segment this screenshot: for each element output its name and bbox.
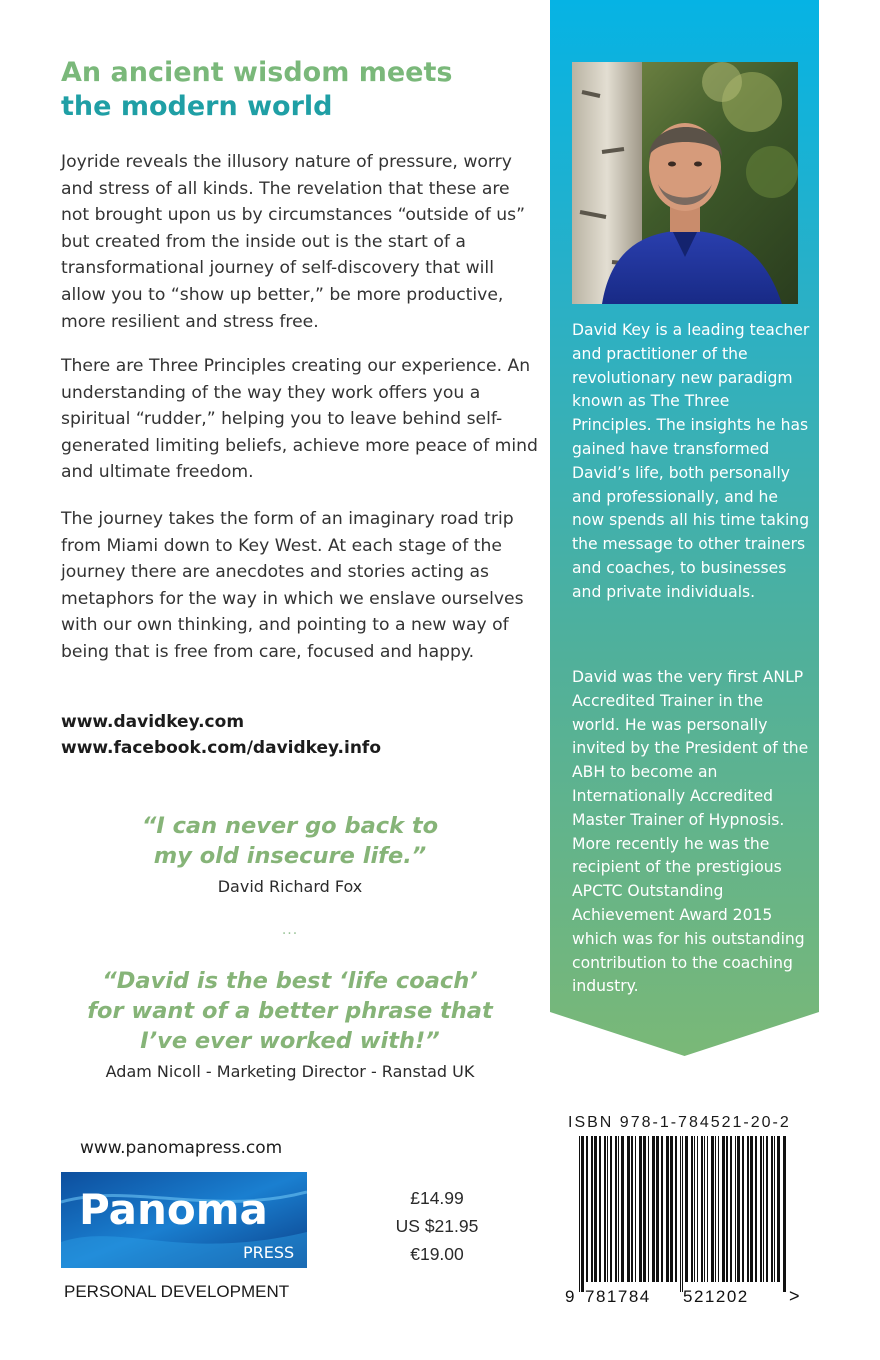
barcode-digits-left: 781784 xyxy=(585,1287,651,1306)
testimonial-quote xyxy=(40,966,540,1056)
quote-line: my old insecure life.” xyxy=(153,843,427,869)
barcode-bar xyxy=(621,1136,624,1282)
barcode-bar xyxy=(594,1136,597,1282)
barcode-bar xyxy=(697,1136,698,1282)
barcode-bar xyxy=(648,1136,649,1282)
quote-line: for want of a better phrase that xyxy=(87,998,493,1024)
book-category: PERSONAL DEVELOPMENT xyxy=(64,1282,290,1301)
barcode-bar xyxy=(586,1136,588,1282)
barcode-bar xyxy=(771,1136,773,1282)
testimonial-attribution: Adam Nicoll - Marketing Director - Ranstad UK xyxy=(105,1062,475,1081)
barcode-bar xyxy=(615,1136,617,1282)
barcode-bar xyxy=(591,1136,593,1282)
barcode-bar xyxy=(735,1136,736,1282)
isbn-barcode xyxy=(563,1136,813,1306)
testimonial-1 xyxy=(40,811,540,896)
author-facebook-link[interactable]: www.facebook.com/davidkey.info xyxy=(61,738,382,758)
barcode-bar xyxy=(643,1136,646,1282)
barcode-bar xyxy=(682,1136,683,1292)
barcode-bar xyxy=(627,1136,630,1282)
barcode-bar xyxy=(777,1136,780,1282)
barcode-digit-prefix: 9 xyxy=(565,1287,575,1306)
barcode-bar xyxy=(618,1136,619,1282)
price-usd: US $21.95 xyxy=(395,1216,479,1236)
description-paragraph-3: The journey takes the form of an imaginary road trip from Miami down to Key West. At each stage of the journey there are anecdotes and stories acting as metaphors for the way in which we enslave ourselves with our own thinking, and pointing to a new way of being that is free from care, focused and happy. xyxy=(61,509,524,662)
barcode-bar xyxy=(750,1136,753,1282)
main-heading xyxy=(61,56,452,124)
description-paragraph-1: Joyride reveals the illusory nature of pressure, worry and stress of all kinds. The revelation that these are not brought upon us by circumstances “outside of us” but created from the inside out is the start of a transformational journey of self-discovery that will allow you to “show up better,” be more productive, more resilient and stress free. xyxy=(61,152,525,332)
barcode-bar xyxy=(722,1136,725,1282)
barcode-bar xyxy=(635,1136,636,1282)
author-photo xyxy=(572,62,798,304)
barcode-bar xyxy=(675,1136,677,1282)
author-bio-paragraph-2: David was the very first ANLP Accredited Trainer in the world. He was personally invited by the President of the ABH to become an Internationally Accredited Master Trainer of Hypnosis. More recently he was the recipient of the prestigious APCTC Outstanding Achievement Award 2015 which was for his outstanding contribution to the coaching industry. xyxy=(572,668,809,996)
barcode-bar xyxy=(607,1136,608,1282)
barcode-bar xyxy=(747,1136,749,1282)
barcode-bar xyxy=(715,1136,716,1282)
barcode-bar xyxy=(707,1136,708,1282)
barcode-bar xyxy=(737,1136,740,1282)
quote-line: “David is the best ‘life coach’ xyxy=(102,968,478,994)
isbn-label: ISBN 978-1-784521-20-2 xyxy=(568,1114,791,1131)
barcode-bar xyxy=(652,1136,655,1282)
heading-line-1: An ancient wisdom meets xyxy=(61,57,453,88)
barcode-bar xyxy=(718,1136,719,1282)
barcode-bar xyxy=(760,1136,762,1282)
barcode-bar xyxy=(766,1136,768,1282)
barcode-bar xyxy=(661,1136,663,1282)
quote-line: “I can never go back to xyxy=(141,813,439,839)
heading-line-2: the modern world xyxy=(61,91,333,122)
barcode-bar xyxy=(599,1136,601,1282)
barcode-bar xyxy=(763,1136,764,1282)
barcode-bar xyxy=(610,1136,612,1282)
logo-subtitle: PRESS xyxy=(243,1243,295,1262)
testimonial-attribution: David Richard Fox xyxy=(217,877,363,896)
barcode-bar xyxy=(730,1136,732,1282)
barcode-bar xyxy=(581,1136,584,1292)
barcode-bar xyxy=(774,1136,775,1282)
testimonial-2 xyxy=(40,966,540,1081)
barcode-bar xyxy=(755,1136,757,1282)
barcode-bar xyxy=(726,1136,728,1282)
barcode-bar xyxy=(694,1136,695,1282)
testimonial-quote xyxy=(40,811,540,871)
barcode-bar xyxy=(691,1136,693,1282)
logo-wordmark: Panoma xyxy=(79,1185,268,1234)
publisher-website[interactable]: www.panomapress.com xyxy=(80,1138,283,1158)
barcode-bar xyxy=(670,1136,673,1282)
barcode-bar xyxy=(680,1136,681,1292)
quote-separator: ... xyxy=(281,922,299,938)
barcode-bar xyxy=(656,1136,659,1282)
barcode-bar xyxy=(704,1136,705,1282)
barcode-bar xyxy=(639,1136,642,1282)
quote-line: I’ve ever worked with!” xyxy=(140,1028,440,1054)
barcode-arrow: > xyxy=(789,1286,800,1306)
barcode-bars xyxy=(579,1136,786,1292)
barcode-bar xyxy=(742,1136,744,1282)
barcode-bar xyxy=(631,1136,633,1282)
barcode-bar xyxy=(701,1136,703,1282)
barcode-bar xyxy=(579,1136,580,1292)
price-list xyxy=(392,1184,482,1268)
author-bio-paragraph-1: David Key is a leading teacher and practitioner of the revolutionary new paradigm known as The Three Principles. The insights he has gained have transformed David’s life, both personally and professionally, and he now spends all his time taking the message to other trainers and coaches, to businesses and private individuals. xyxy=(572,321,810,601)
barcode-digits-right: 521202 xyxy=(683,1287,749,1306)
price-eur: €19.00 xyxy=(410,1244,464,1264)
barcode-bar xyxy=(666,1136,669,1282)
barcode-bar xyxy=(685,1136,688,1282)
price-gbp: £14.99 xyxy=(410,1188,464,1208)
author-links xyxy=(61,709,381,761)
author-website-link[interactable]: www.davidkey.com xyxy=(61,712,245,732)
barcode-bar xyxy=(783,1136,786,1292)
panoma-press-logo xyxy=(61,1172,307,1268)
barcode-bar xyxy=(711,1136,714,1282)
barcode-bar xyxy=(604,1136,606,1282)
description-paragraph-2: There are Three Principles creating our experience. An understanding of the way they work offers you a spiritual “rudder,” helping you to leave behind self-generated limiting beliefs, achieve more peace of mind and ultimate freedom. xyxy=(61,356,538,483)
